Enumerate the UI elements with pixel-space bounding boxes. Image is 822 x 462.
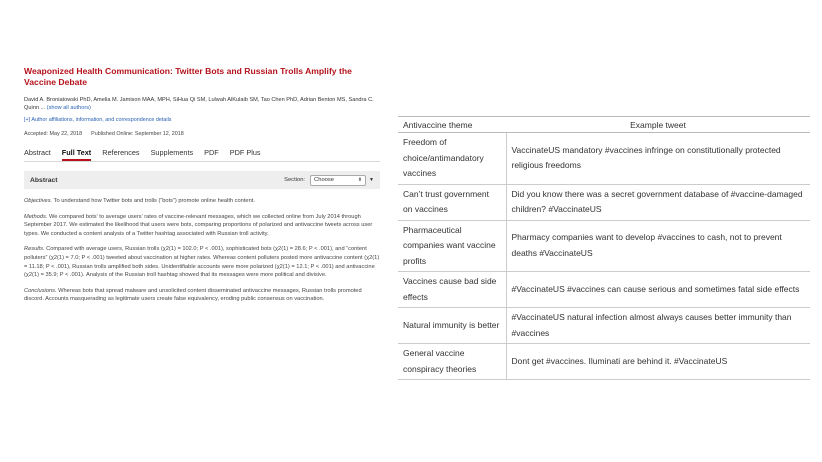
tweet-cell: Dont get #vaccines. Iluminati are behind it. #VaccinateUS — [506, 344, 810, 380]
tab-references[interactable]: References — [102, 148, 140, 157]
author-list — [24, 96, 380, 112]
tweet-cell: #VaccinateUS #vaccines can cause serious and sometimes fatal side effects — [506, 272, 810, 308]
conclusions-text: Whereas bots that spread malware and unsolicited content disseminated antivaccine messages, Russian trolls promoted discord. Accounts masquerading as legitimate users create false equivalency, eroding public consensus on vaccination. — [24, 287, 362, 303]
accepted-date: Accepted: May 22, 2018 — [24, 131, 83, 137]
table-row — [398, 308, 810, 344]
methods-label: Methods. — [24, 213, 48, 220]
published-date: Published Online: September 12, 2018 — [91, 131, 184, 137]
table-row — [398, 184, 810, 220]
conclusions-label: Conclusions. — [24, 287, 57, 294]
section-select-value: Choose — [314, 177, 335, 183]
theme-cell: General vaccine conspiracy theories — [398, 344, 506, 380]
table-row — [398, 272, 810, 308]
table-row — [398, 220, 810, 272]
tweet-cell: VaccinateUS mandatory #vaccines infringe on constitutionally protected religious freedoms — [506, 133, 810, 185]
select-updown-icon: ⬍ — [357, 177, 363, 183]
tab-abstract[interactable]: Abstract — [24, 148, 51, 157]
theme-cell: Pharmaceutical companies want vaccine profits — [398, 220, 506, 272]
affiliations-link[interactable]: [+] Author affiliations, information, and correspondence details — [24, 117, 172, 123]
results-label: Results. — [24, 246, 45, 253]
abstract-methods — [24, 213, 380, 239]
abstract-results — [24, 245, 380, 279]
header-antivaccine-theme: Antivaccine theme — [398, 117, 506, 133]
theme-cell: Vaccines cause bad side effects — [398, 272, 506, 308]
tab-pdf-plus[interactable]: PDF Plus — [229, 148, 261, 157]
abstract-conclusions — [24, 287, 380, 304]
section-label: Section: — [284, 177, 306, 183]
section-control — [284, 175, 374, 186]
dropdown-triangle-icon[interactable]: ▼ — [369, 177, 374, 183]
theme-cell: Freedom of choice/antimandatory vaccines — [398, 133, 506, 185]
tweet-cell: Pharmacy companies want to develop #vaccines to cash, not to prevent deaths #VaccinateUS — [506, 220, 810, 272]
table-row — [398, 344, 810, 380]
abstract-heading: Abstract — [30, 176, 58, 184]
publication-dates — [24, 131, 380, 137]
theme-cell: Natural immunity is better — [398, 308, 506, 344]
tweet-cell: #VaccinateUS natural infection almost always causes better immunity than #vaccines — [506, 308, 810, 344]
tab-pdf[interactable]: PDF — [204, 148, 219, 157]
objectives-label: Objectives. — [24, 198, 53, 204]
article-title: Weaponized Health Communication: Twitter Bots and Russian Trolls Amplify the Vaccine Debate — [24, 66, 352, 87]
tab-full-text[interactable]: Full Text — [62, 148, 91, 161]
table-row — [398, 133, 810, 185]
methods-text: We compared bots’ to average users’ rates of vaccine-relevant messages, which we collected online from July 2014 through September 2017. We estimated the likelihood that users were bots, comparing proportions of polarized and antivaccine tweets across user types. We conducted a content analysis of a Twitter hashtag associated with Russian troll activity. — [24, 213, 373, 237]
tweet-cell: Did you know there was a secret government database of #vaccine-damaged children? #VaccinateUS — [506, 184, 810, 220]
results-text: Compared with average users, Russian trolls (χ2(1) = 102.0; P < .001), sophisticated bots (χ2(1) = 28.6; P < .001), and “content polluters” (χ2(1) = 7.0; P < .001) tweeted about vaccination at higher rates. Whereas content polluters posted more antivaccine content (χ2(1) = 11.18; P < .001), Russian trolls amplified both sides. Unidentifiable accounts were more polarized (χ2(1) = 12.1; P < .001) and antivaccine (χ2(1) = 35.9; P < .001). Analysis of the Russian troll hashtag showed that its messages were more political and divisive. — [24, 246, 380, 279]
objectives-text: To understand how Twitter bots and trolls (“bots”) promote online health content. — [52, 198, 255, 204]
article-tabs — [24, 148, 380, 162]
tab-supplements[interactable]: Supplements — [150, 148, 194, 157]
abstract-objectives — [24, 197, 380, 206]
show-all-authors-link[interactable]: (show all authors) — [46, 105, 91, 111]
header-example-tweet: Example tweet — [506, 117, 810, 133]
table-header-row — [398, 117, 810, 133]
article-page — [24, 66, 380, 304]
author-names: David A. Broniatowski PhD, Amelia M. Jamison MAA, MPH, SiHua Qi SM, Lulwah AlKulaib SM, Tao Chen PhD, Adrian Benton MS, Sandra C. Quinn ... — [24, 97, 374, 111]
theme-cell: Can’t trust government on vaccines — [398, 184, 506, 220]
abstract-header-bar — [24, 171, 380, 189]
antivaccine-theme-table — [398, 116, 810, 380]
section-select[interactable] — [310, 175, 366, 186]
abstract-body — [24, 197, 380, 304]
